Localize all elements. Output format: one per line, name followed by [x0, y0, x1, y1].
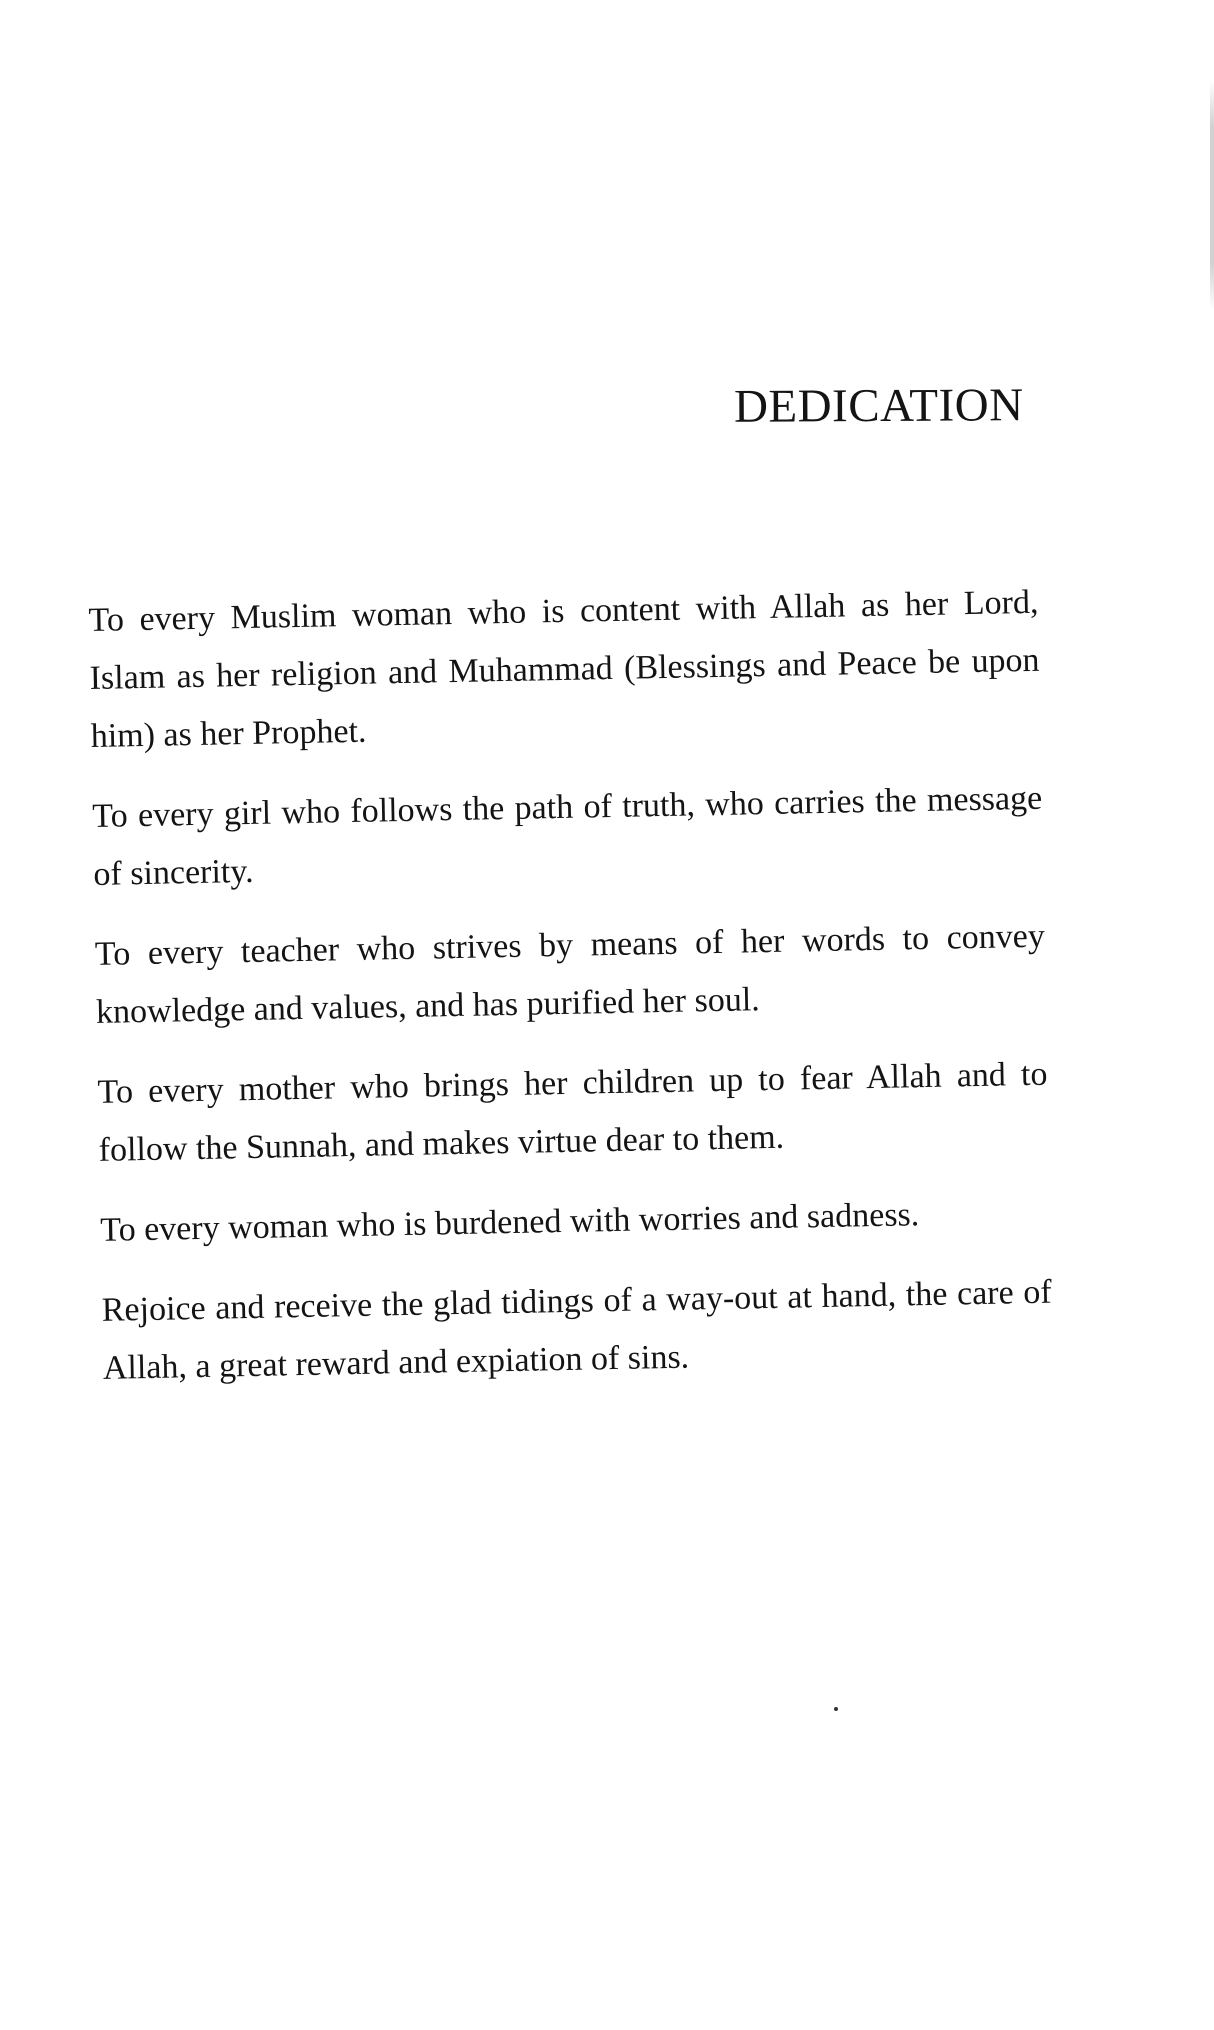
dedication-paragraph-1: To every Muslim woman who is content with Allah as her Lord, Islam as her religion and Muhammad (Blessings and Peace be upon him) as her Prophet.: [88, 583, 1040, 755]
dedication-body: [88, 574, 1054, 1420]
dedication-paragraph-5: To every woman who is burdened with worries and sadness.: [99, 1196, 920, 1249]
dedication-paragraph-2: To every girl who follows the path of truth, who carries the message of sincerity.: [91, 779, 1043, 893]
dedication-paragraph-4: To every mother who brings her children up to fear Allah and to follow the Sunnah, and makes virtue dear to them.: [97, 1055, 1048, 1169]
page-title: DEDICATION: [734, 379, 1025, 433]
dedication-paragraph-3: To every teacher who strives by means of her words to convey knowledge and values, and has purified her soul.: [94, 917, 1046, 1031]
page-edge-shadow: [1210, 80, 1214, 310]
dedication-paragraph-6: Rejoice and receive the glad tidings of a way-out at hand, the care of Allah, a great reward and expiation of sins.: [101, 1273, 1052, 1387]
ink-speck: [834, 1707, 838, 1711]
